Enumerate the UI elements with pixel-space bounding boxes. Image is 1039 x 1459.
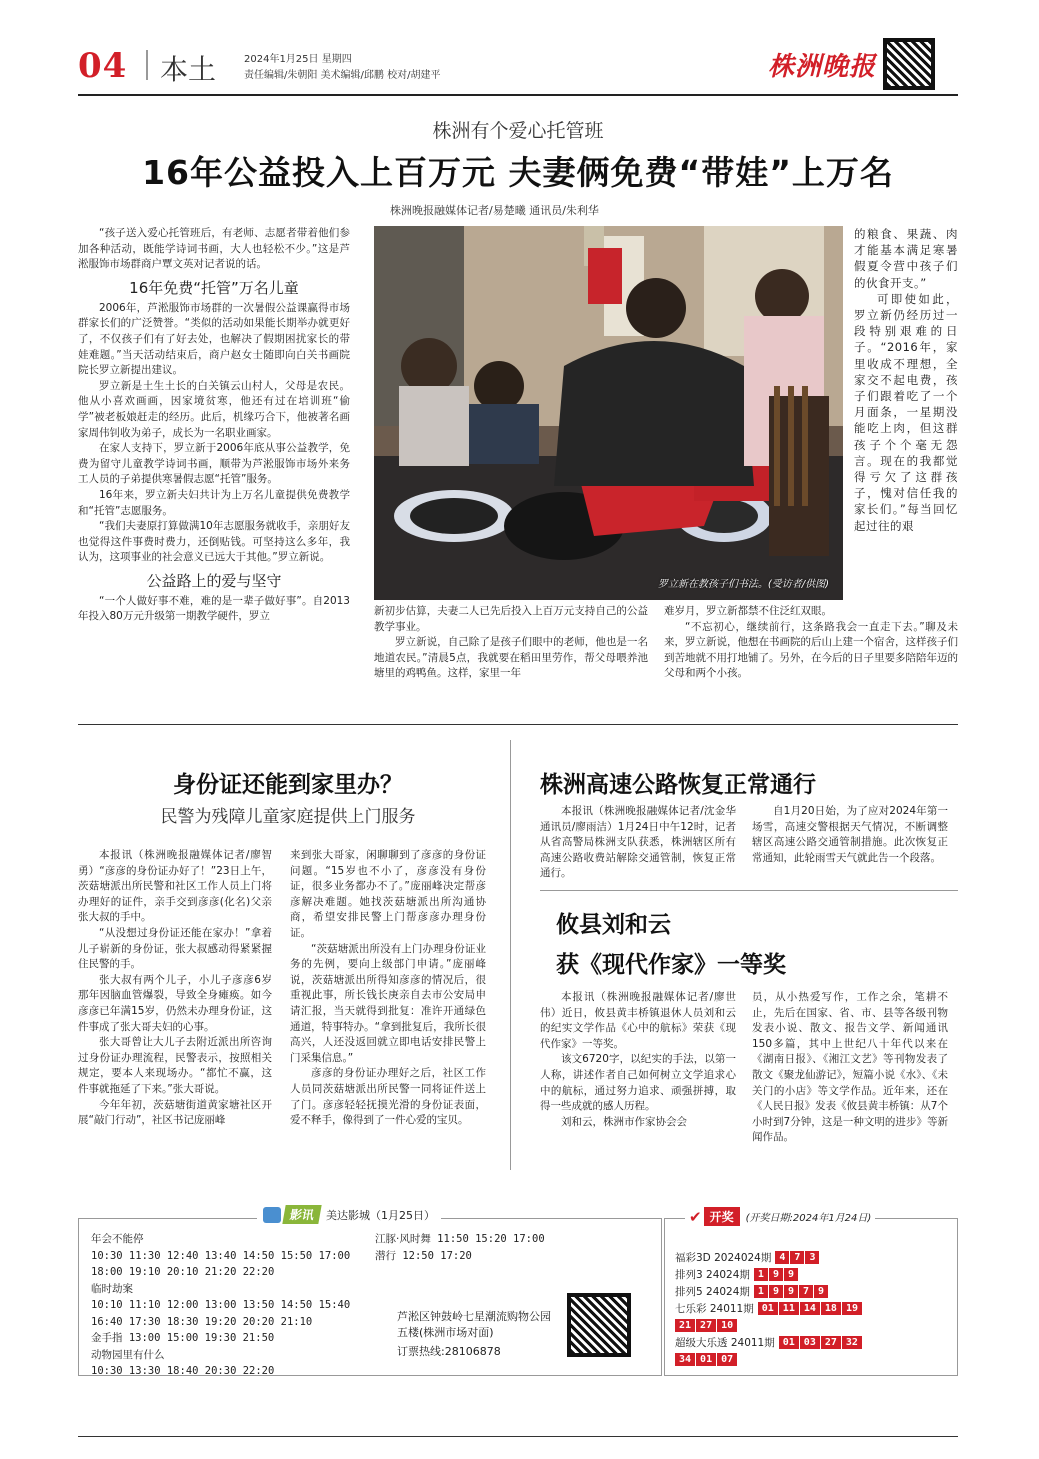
lottery-number: 32 bbox=[842, 1336, 862, 1349]
lottery-number: 07 bbox=[717, 1353, 737, 1366]
lottery-number: 9 bbox=[769, 1285, 783, 1298]
paragraph: 刘和云，株洲市作家协会会 bbox=[561, 1115, 687, 1128]
checkmark-icon: ✔ bbox=[689, 1207, 702, 1226]
lottery-number: 7 bbox=[799, 1285, 813, 1298]
movie-times: 10:30 11:30 12:40 13:40 14:50 15:50 17:00 bbox=[91, 1249, 351, 1262]
movie-title: 年会不能停 bbox=[91, 1233, 144, 1245]
lottery-number: 9 bbox=[784, 1285, 798, 1298]
photo-caption: 罗立新在教孩子们书法。(受访者/供图) bbox=[657, 579, 829, 590]
movie-list-right bbox=[375, 1231, 545, 1264]
lottery-number: 4 bbox=[775, 1251, 789, 1264]
movie-times: 11:50 15:20 17:00 bbox=[437, 1233, 545, 1245]
column-divider bbox=[510, 740, 511, 1170]
lottery-number: 7 bbox=[790, 1251, 804, 1264]
lottery-row bbox=[675, 1351, 863, 1367]
lottery-row bbox=[675, 1300, 863, 1316]
paragraph: 难岁月，罗立新都禁不住泛红双眼。 bbox=[664, 605, 832, 617]
lottery-game-label: 排列3 24024期 bbox=[675, 1268, 750, 1281]
main-column-right bbox=[854, 226, 958, 534]
award-title-line-1: 攸县刘和云 bbox=[556, 911, 671, 938]
section-name: 本土 bbox=[160, 53, 217, 86]
lottery-game-label: 排列5 24024期 bbox=[675, 1285, 750, 1298]
paragraph: 可即使如此，罗立新仍经历过一段特别艰难的日子。“2016年，家里收成不理想，全家交不起电费，孩子们跟着吃了一个月面条，一星期没能吃上肉，但这群孩子个个毫无怨言。现在的我都觉得亏欠了这群孩子，愧对信任我的家长们。”每当回忆起过往的艰 bbox=[854, 291, 958, 533]
lottery-number: 27 bbox=[821, 1336, 841, 1349]
lottery-game-label: 七乐彩 24011期 bbox=[675, 1302, 754, 1315]
issue-date: 2024年1月25日 星期四 bbox=[244, 54, 352, 65]
lottery-row bbox=[675, 1334, 863, 1350]
movie-title: 潜行 bbox=[375, 1249, 396, 1262]
lottery-badge: 开奖 bbox=[704, 1207, 740, 1226]
section-rule bbox=[540, 890, 958, 891]
cinema-hotline: 订票热线:28106878 bbox=[397, 1345, 501, 1358]
id-story-title: 身份证还能到家里办？ bbox=[173, 771, 403, 798]
lottery-rows bbox=[675, 1249, 863, 1368]
movie-times: 10:10 11:10 12:00 13:00 13:50 14:50 15:40 bbox=[91, 1299, 351, 1311]
film-icon bbox=[263, 1207, 281, 1223]
lottery-game-label: 超级大乐透 24011期 bbox=[675, 1336, 775, 1349]
lottery-number: 9 bbox=[769, 1268, 783, 1281]
lottery-number: 11 bbox=[779, 1302, 799, 1315]
page-header bbox=[78, 42, 958, 92]
movie-times: 16:40 17:30 18:30 19:20 20:20 21:10 bbox=[91, 1315, 313, 1328]
lottery-row bbox=[675, 1317, 863, 1333]
lottery-number: 1 bbox=[754, 1285, 768, 1298]
award-column-b bbox=[752, 990, 948, 1146]
lottery-number: 14 bbox=[800, 1302, 820, 1315]
lottery-row bbox=[675, 1249, 863, 1265]
lottery-row bbox=[675, 1283, 863, 1299]
lottery-number: 18 bbox=[821, 1302, 841, 1315]
lottery-number: 10 bbox=[717, 1319, 737, 1332]
movie-times: 13:00 15:00 19:30 21:50 bbox=[128, 1332, 275, 1344]
movie-times: 12:50 17:20 bbox=[402, 1249, 472, 1262]
cinema-address: 芦淞区钟鼓岭七星潮流购物公园五楼(株洲市场对面) bbox=[397, 1310, 551, 1339]
lottery-number: 27 bbox=[696, 1319, 716, 1332]
main-column-3 bbox=[664, 604, 958, 682]
paragraph: 今年年初，茨菇塘街道黄家塘社区开展“敲门行动”，社区书记庞丽峰 bbox=[78, 1098, 272, 1127]
cinema-qr-code bbox=[567, 1293, 631, 1357]
highway-title: 株洲高速公路恢复正常通行 bbox=[540, 771, 816, 798]
lottery-number: 01 bbox=[696, 1353, 716, 1366]
paragraph: 张大哥曾让大儿子去附近派出所咨询过身份证办理流程，民警表示，按照相关规定，要本人来现场办。“都忙不赢，这件事就拖延了下来。”张大哥说。 bbox=[78, 1036, 272, 1095]
movie-title: 动物园里有什么 bbox=[91, 1348, 165, 1361]
paragraph: 新初步估算，夫妻二人已先后投入上百万元支持自己的公益教学事业。 bbox=[374, 605, 648, 633]
lottery-results-box bbox=[664, 1207, 958, 1376]
lottery-number: 21 bbox=[675, 1319, 695, 1332]
paragraph: 在家人支持下，罗立新于2006年底从事公益教学，免费为留守儿童教学诗词书画，顺带为芦淞服饰市场外来务工人员的子弟提供寒暑假志愿“托管”服务。 bbox=[78, 442, 350, 486]
footer-rule bbox=[78, 1436, 958, 1437]
paragraph: 张大叔有两个儿子，小儿子彦彦6岁那年因脑血管爆裂，导致全身瘫痪。如今彦彦已年满15岁，仍然未办理身份证，这件事成了张大哥夫妇的心事。 bbox=[78, 973, 272, 1033]
editor-credits: 责任编辑/朱朝阳 美术编辑/邱鹏 校对/胡建平 bbox=[244, 70, 441, 81]
paragraph: 的粮食、果蔬、肉才能基本满足寒暑假夏令营中孩子们的伙食开支。” bbox=[854, 227, 958, 290]
paragraph: 彦彦的身份证办理好之后，社区工作人员同茨菇塘派出所民警一同将证件送上了门。彦彦轻轻抚摸光滑的身份证表面，爱不释手，像得到了一件心爱的宝贝。 bbox=[290, 1067, 486, 1127]
paragraph: 本报讯（株洲晚报融媒体记者/廖世伟）近日，攸县黄丰桥镇退休人员刘和云的纪实文学作品《心中的航标》荣获《现代作家》一等奖。 bbox=[540, 991, 736, 1050]
cinema-name: 美达影城（1月25日） bbox=[326, 1208, 436, 1222]
header-qr-code bbox=[883, 38, 935, 90]
movie-listings-box bbox=[78, 1208, 662, 1377]
award-column-a bbox=[540, 990, 736, 1130]
lottery-number: 03 bbox=[800, 1336, 820, 1349]
main-kicker: 株洲有个爱心托管班 bbox=[432, 120, 604, 142]
paragraph: “一个人做好事不难，难的是一辈子做好事”。自2013年投入80万元升级第一期教学硬件，罗立 bbox=[78, 594, 350, 623]
lottery-row bbox=[675, 1266, 863, 1282]
highway-column-a bbox=[540, 804, 736, 882]
calligraphy-photo-illustration bbox=[374, 226, 843, 600]
paragraph: “茨菇塘派出所没有上门办理身份证业务的先例，要向上级部门申请。”庞丽峰说，茨菇塘派出所得知彦彦的情况后，很重视此事，所长钱长庚亲自去市公安局申请汇报，当天就得到批复：准许开通绿色通道，特事特办。“拿到批复后，我所长很高兴，人还没返回就立即电话安排民警上门采集信息。” bbox=[290, 942, 486, 1064]
paragraph: 罗立新说，自己除了是孩子们眼中的老师，他也是一名地道农民。”清晨5点，我就要在稻田里劳作，帮父母喂养池塘里的鸡鸭鱼。这样，家里一年 bbox=[374, 636, 648, 680]
movie-header bbox=[257, 1205, 441, 1224]
lottery-date: (开奖日期:2024年1月24日) bbox=[745, 1213, 872, 1224]
main-byline: 株洲晚报融媒体记者/易楚曦 通讯员/朱利华 bbox=[390, 204, 599, 217]
newspaper-logo: 株洲晚报 bbox=[768, 52, 877, 82]
lottery-number: 01 bbox=[779, 1336, 799, 1349]
paragraph: “从没想过身份证还能在家办！”拿着儿子崭新的身份证，张大叔感动得紧紧握住民警的手。 bbox=[78, 926, 272, 971]
subheading-1: 16年免费“托管”万名儿童 bbox=[129, 278, 299, 297]
main-column-1 bbox=[78, 226, 350, 625]
highway-column-b bbox=[752, 804, 948, 866]
main-photo bbox=[374, 226, 843, 600]
lottery-number: 9 bbox=[814, 1285, 828, 1298]
movie-badge: 影讯 bbox=[282, 1205, 321, 1224]
paragraph: 罗立新是土生土长的白关镇云山村人，父母是农民。他从小喜欢画画，因家境贫寒，他还有过在培训班“偷学”被老板娘赶走的经历。此后，机缘巧合下，他被著名画家周伟钊收为弟子，成长为一名职业画家。 bbox=[78, 379, 350, 439]
paragraph: 本报讯（株洲晚报融媒体记者/廖智勇）“彦彦的身份证办好了！”23日上午，茨菇塘派出所民警和社区工作人员上门将办理好的证件，亲手交到彦彦(化名)父亲张大叔的手中。 bbox=[78, 849, 272, 924]
lottery-number: 1 bbox=[754, 1268, 768, 1281]
header-rule bbox=[78, 94, 958, 96]
lottery-number: 9 bbox=[784, 1268, 798, 1281]
movie-list-left bbox=[91, 1231, 350, 1380]
id-story-column-b bbox=[290, 848, 486, 1129]
paragraph: “不忘初心，继续前行，这条路我会一直走下去。”聊及未来，罗立新说，他想在书画院的后山上建一个宿舍，这样孩子们到苦地就不用打地铺了。另外，在今后的日子里要多陪陪年迈的父母和两个小孩。 bbox=[664, 620, 958, 680]
paragraph: 本报讯（株洲晚报融媒体记者/沈金华 通讯员/廖雨洁）1月24日中午12时，记者从省高警局株洲支队获悉，株洲辖区所有高速公路收费站解除交通管制，恢复正常通行。 bbox=[540, 805, 736, 880]
lottery-number: 3 bbox=[805, 1251, 819, 1264]
paragraph: 16年来，罗立新夫妇共计为上万名儿童提供免费教学和“托管”志愿服务。 bbox=[78, 488, 350, 517]
paragraph: 员，从小热爱写作，工作之余，笔耕不止，先后在国家、省、市、县等各级刊物发表小说、散文、报告文学、新闻通讯150多篇，其中上世纪八十年代以来在《湖南日报》、《湘江文艺》等刊物发表了散文《聚龙仙游记》，短篇小说《水》、《未关门的小店》等文学作品。近年来，还在《人民日报》发表《攸县黄丰桥镇：从7个小时到7分钟，这是一种文明的进步》等新闻作品。 bbox=[752, 991, 948, 1144]
movie-title: 江豚·风时舞 bbox=[375, 1233, 431, 1245]
movie-title: 临时劫案 bbox=[91, 1282, 133, 1295]
paragraph: 来到张大哥家，闲聊聊到了彦彦的身份证问题。“15岁也不小了，彦彦没有身份证，很多业务都办不了。”庞丽峰决定帮彦彦解决难题。她找茨菇塘派出所沟通协商，希望安排民警上门帮彦彦办理身份证。 bbox=[290, 849, 486, 939]
lottery-number: 34 bbox=[675, 1353, 695, 1366]
paragraph: “孩子送入爱心托管班后，有老师、志愿者带着他们参加各种活动，既能学诗词书画，大人也轻松不少。”这是芦淞服饰市场群商户覃文英对记者说的话。 bbox=[78, 227, 350, 271]
movie-times: 10:30 13:30 18:40 20:30 22:20 bbox=[91, 1365, 275, 1377]
lottery-number: 01 bbox=[758, 1302, 778, 1315]
main-headline: 16年公益投入上百万元 夫妻俩免费“带娃”上万名 bbox=[142, 153, 894, 192]
header-divider bbox=[146, 50, 148, 80]
section-rule bbox=[78, 724, 958, 725]
subheading-2: 公益路上的爱与坚守 bbox=[146, 571, 282, 590]
paragraph: 自1月20日始，为了应对2024年第一场雪，高速交警根据天气情况，不断调整辖区高速公路交通管制措施。此次恢复正常通知，此轮雨雪天气就此告一个段落。 bbox=[752, 805, 948, 864]
lottery-number: 19 bbox=[842, 1302, 862, 1315]
page-number: 04 bbox=[78, 46, 128, 86]
paragraph: 该文6720字，以纪实的手法，以第一人称，讲述作者自己如何树立文学追求心中的航标，通过努力追求、顽强拼搏，取得一些成就的感人历程。 bbox=[540, 1053, 736, 1113]
lottery-header bbox=[685, 1207, 875, 1226]
paragraph: 2006年，芦淞服饰市场群的一次暑假公益课赢得市场群家长们的广泛赞誉。“类似的活动如果能长期举办就更好了，不仅孩子们有了好去处，也解决了假期困扰家长的带娃难题。”当天活动结束后，商户赵女士随即向白关书画院院长罗立新提出建议。 bbox=[78, 301, 350, 377]
movie-times: 18:00 19:10 20:10 21:20 22:20 bbox=[91, 1266, 275, 1278]
main-column-2 bbox=[374, 604, 648, 682]
award-title-line-2: 获《现代作家》一等奖 bbox=[556, 951, 786, 978]
id-story-subtitle: 民警为残障儿童家庭提供上门服务 bbox=[160, 807, 416, 827]
id-story-column-a bbox=[78, 848, 272, 1129]
lottery-game-label: 福彩3D 2024024期 bbox=[675, 1251, 772, 1264]
paragraph: “我们夫妻原打算做满10年志愿服务就收手，亲朋好友也觉得这件事费时费力，还倒贴钱。可坚持这么多年，我认为，这项事业的社会意义已远大于其他。”罗立新说。 bbox=[78, 520, 350, 564]
movie-title: 金手指 bbox=[91, 1332, 123, 1344]
